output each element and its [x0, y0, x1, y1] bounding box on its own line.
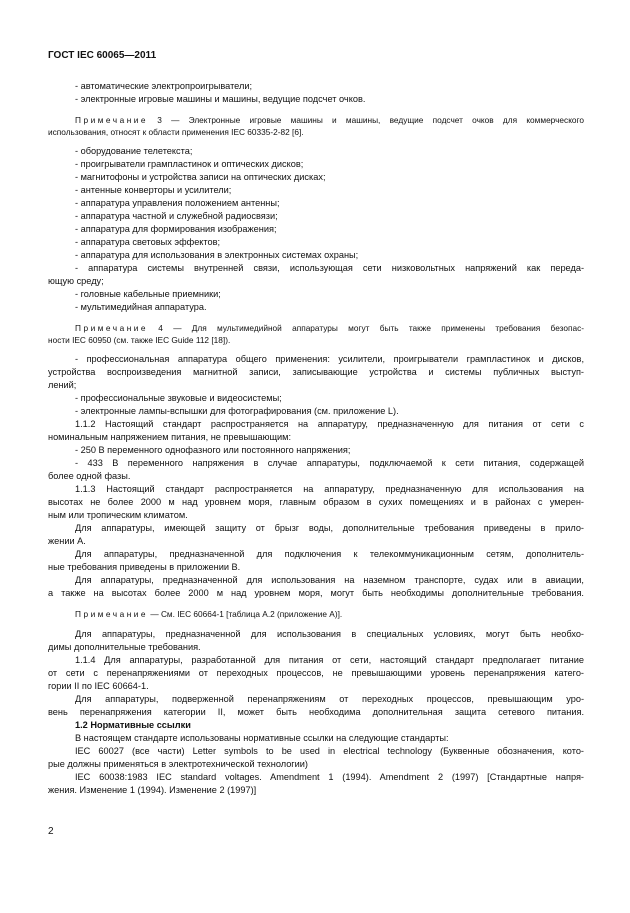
line-text: Для аппаратуры, предназначенной для использования в специальных условиях, могут быть необхо-: [75, 629, 584, 639]
line-text: - автоматические электропроигрыватели;: [75, 81, 253, 91]
line-text: номинальным напряжением питания, не превышающим:: [48, 432, 292, 442]
body-line: [75, 223, 584, 236]
body-line: [75, 249, 584, 262]
line-text: Для аппаратуры, подверженной перенапряжениям от переходных процессов, превышающим уро-: [75, 694, 584, 704]
body-line: [48, 784, 584, 797]
line-text: гории II по IEC 60664-1.: [48, 681, 149, 691]
body-line: [75, 353, 584, 366]
note-text: 3 — Электронные игровые машины и машины, ведущие подсчет очков для коммерческого: [148, 115, 584, 125]
body-line: [48, 535, 584, 548]
line-text: 1.1.2 Настоящий стандарт распространяется на аппаратуру, предназначенную для питания от сети с: [75, 419, 584, 429]
body-line: [48, 587, 584, 600]
line-text: димы дополнительные требования.: [48, 642, 201, 652]
body-line: [75, 444, 584, 457]
line-text: от сети с перенапряжениями от переходных процессов, не превышающими уровень перенапряжения катего-: [48, 668, 584, 678]
note-line: [48, 126, 584, 139]
line-text: ющую среду;: [48, 276, 104, 286]
line-text: жении А.: [48, 536, 86, 546]
line-text: - 433 В переменного напряжения в случае аппаратуры, подключаемой к сети питания, содержащей: [75, 458, 584, 468]
line-text: устройства воспроизведения магнитной записи, записывающие устройства и системы публичных выступ-: [48, 367, 584, 377]
line-text: IEC 60038:1983 IEC standard voltages. Amendment 1 (1994). Amendment 2 (1997) [Стандартные напря-: [75, 772, 584, 782]
line-text: ные требования приведены в приложении В.: [48, 562, 241, 572]
body-line: [75, 418, 584, 431]
line-text: Для аппаратуры, предназначенной для использования на наземном транспорте, судах или в авиации,: [75, 575, 584, 585]
line-text: - мультимедийная аппаратура.: [75, 302, 207, 312]
body-line: [75, 145, 584, 158]
body-line: [75, 184, 584, 197]
body-line: [48, 275, 584, 288]
line-text: 1.2 Нормативные ссылки: [75, 720, 191, 730]
line-text: - аппаратура для формирования изображения;: [75, 224, 277, 234]
body-line: [48, 366, 584, 379]
body-line: [75, 301, 584, 314]
body-line: [75, 522, 584, 535]
body-line: [75, 288, 584, 301]
body-line: [75, 158, 584, 171]
body-line: [48, 641, 584, 654]
line-text: использования, относят к области применения IEC 60335-2-82 [6].: [48, 127, 304, 137]
body-line: [48, 509, 584, 522]
line-text: ным или тропическим климатом.: [48, 510, 188, 520]
note-line: [75, 608, 584, 621]
line-text: Для аппаратуры, предназначенной для подключения к телекоммуникационным сетям, дополнитель-: [75, 549, 584, 559]
body-line: [75, 392, 584, 405]
line-text: - аппаратура частной и служебной радиосвязи;: [75, 211, 278, 221]
line-text: 1.1.3 Настоящий стандарт распространяется на аппаратуру, предназначенную для использования на: [75, 484, 584, 494]
note-text: 4 — Для мультимедийной аппаратуры могут быть также применены требования безопас-: [148, 323, 584, 333]
body-line: [75, 405, 584, 418]
body-line: [48, 680, 584, 693]
line-text: - электронные игровые машины и машины, ведущие подсчет очков.: [75, 94, 366, 104]
line-text: - аппаратура для использования в электронных системах охраны;: [75, 250, 359, 260]
body-line: [75, 693, 584, 706]
body-line: [75, 457, 584, 470]
line-text: - головные кабельные приемники;: [75, 289, 221, 299]
line-text: ности IEC 60950 (см. также IEC Guide 112 [18]).: [48, 335, 231, 345]
line-text: - оборудование телетекста;: [75, 146, 193, 156]
line-text: Для аппаратуры, имеющей защиту от брызг воды, дополнительные требования приведены в прило-: [75, 523, 584, 533]
line-text: - проигрыватели грампластинок и оптических дисков;: [75, 159, 304, 169]
body-line: [75, 574, 584, 587]
line-text: рые должны применяться в электротехнической технологии): [48, 759, 308, 769]
body-line: [75, 628, 584, 641]
line-text: а также на высотах более 2000 м над уровнем моря, могут быть необходимы дополнительные требования.: [48, 588, 584, 598]
note-label: Примечание: [75, 115, 149, 125]
body-line: [48, 667, 584, 680]
line-text: - 250 В переменного однофазного или постоянного напряжения;: [75, 445, 351, 455]
line-text: вень перенапряжения категории II, может быть необходима дополнительная защита сетевого питания.: [48, 707, 584, 717]
body-line: [75, 771, 584, 784]
line-text: более одной фазы.: [48, 471, 131, 481]
line-text: - аппаратура световых эффектов;: [75, 237, 221, 247]
note-text: — См. IEC 60664-1 [таблица А.2 (приложение А)].: [148, 609, 343, 619]
line-text: - профессиональные звуковые и видеосистемы;: [75, 393, 282, 403]
body-line: [75, 483, 584, 496]
body-line: [75, 197, 584, 210]
note-label: Примечание: [75, 609, 149, 619]
body-line: [75, 210, 584, 223]
line-text: В настоящем стандарте использованы нормативные ссылки на следующие стандарты:: [75, 733, 449, 743]
line-text: лений;: [48, 380, 77, 390]
line-text: - профессиональная аппаратура общего применения: усилители, проигрыватели грампластинок и дисков,: [75, 354, 584, 364]
section-heading: [75, 719, 584, 732]
line-text: - электронные лампы-вспышки для фотографирования (см. приложение L).: [75, 406, 399, 416]
document-header-title: ГОСТ IEC 60065—2011: [48, 50, 157, 61]
line-text: 1.1.4 Для аппаратуры, разработанной для питания от сети, настоящий стандарт предполагает питание: [75, 655, 584, 665]
note-line: [48, 334, 584, 347]
body-line: [75, 93, 584, 106]
body-line: [48, 379, 584, 392]
line-text: IEC 60027 (все части) Letter symbols to be used in electrical technology (Буквенные обозначения, кото-: [75, 746, 584, 756]
page-number: 2: [48, 826, 54, 837]
body-line: [75, 654, 584, 667]
body-line: [75, 171, 584, 184]
body-line: [75, 80, 584, 93]
body-line: [48, 758, 584, 771]
line-text: - магнитофоны и устройства записи на оптических дисках;: [75, 172, 326, 182]
body-line: [48, 470, 584, 483]
body-line: [48, 706, 584, 719]
body-line: [75, 236, 584, 249]
body-line: [75, 262, 584, 275]
body-line: [48, 561, 584, 574]
line-text: жения. Изменение 1 (1994). Изменение 2 (1997)]: [48, 785, 257, 795]
body-line: [75, 745, 584, 758]
line-text: высотах не более 2000 м над уровнем моря, главным образом в сухих помещениях и в районах с умерен-: [48, 497, 584, 507]
line-text: - аппаратура управления положением антенны;: [75, 198, 280, 208]
body-line: [75, 548, 584, 561]
note-label: Примечание: [75, 323, 149, 333]
body-line: [48, 431, 584, 444]
line-text: - антенные конверторы и усилители;: [75, 185, 232, 195]
body-line: [48, 496, 584, 509]
body-line: [75, 732, 584, 745]
line-text: - аппаратура системы внутренней связи, использующая сети низковольтных напряжений как переда-: [75, 263, 584, 273]
